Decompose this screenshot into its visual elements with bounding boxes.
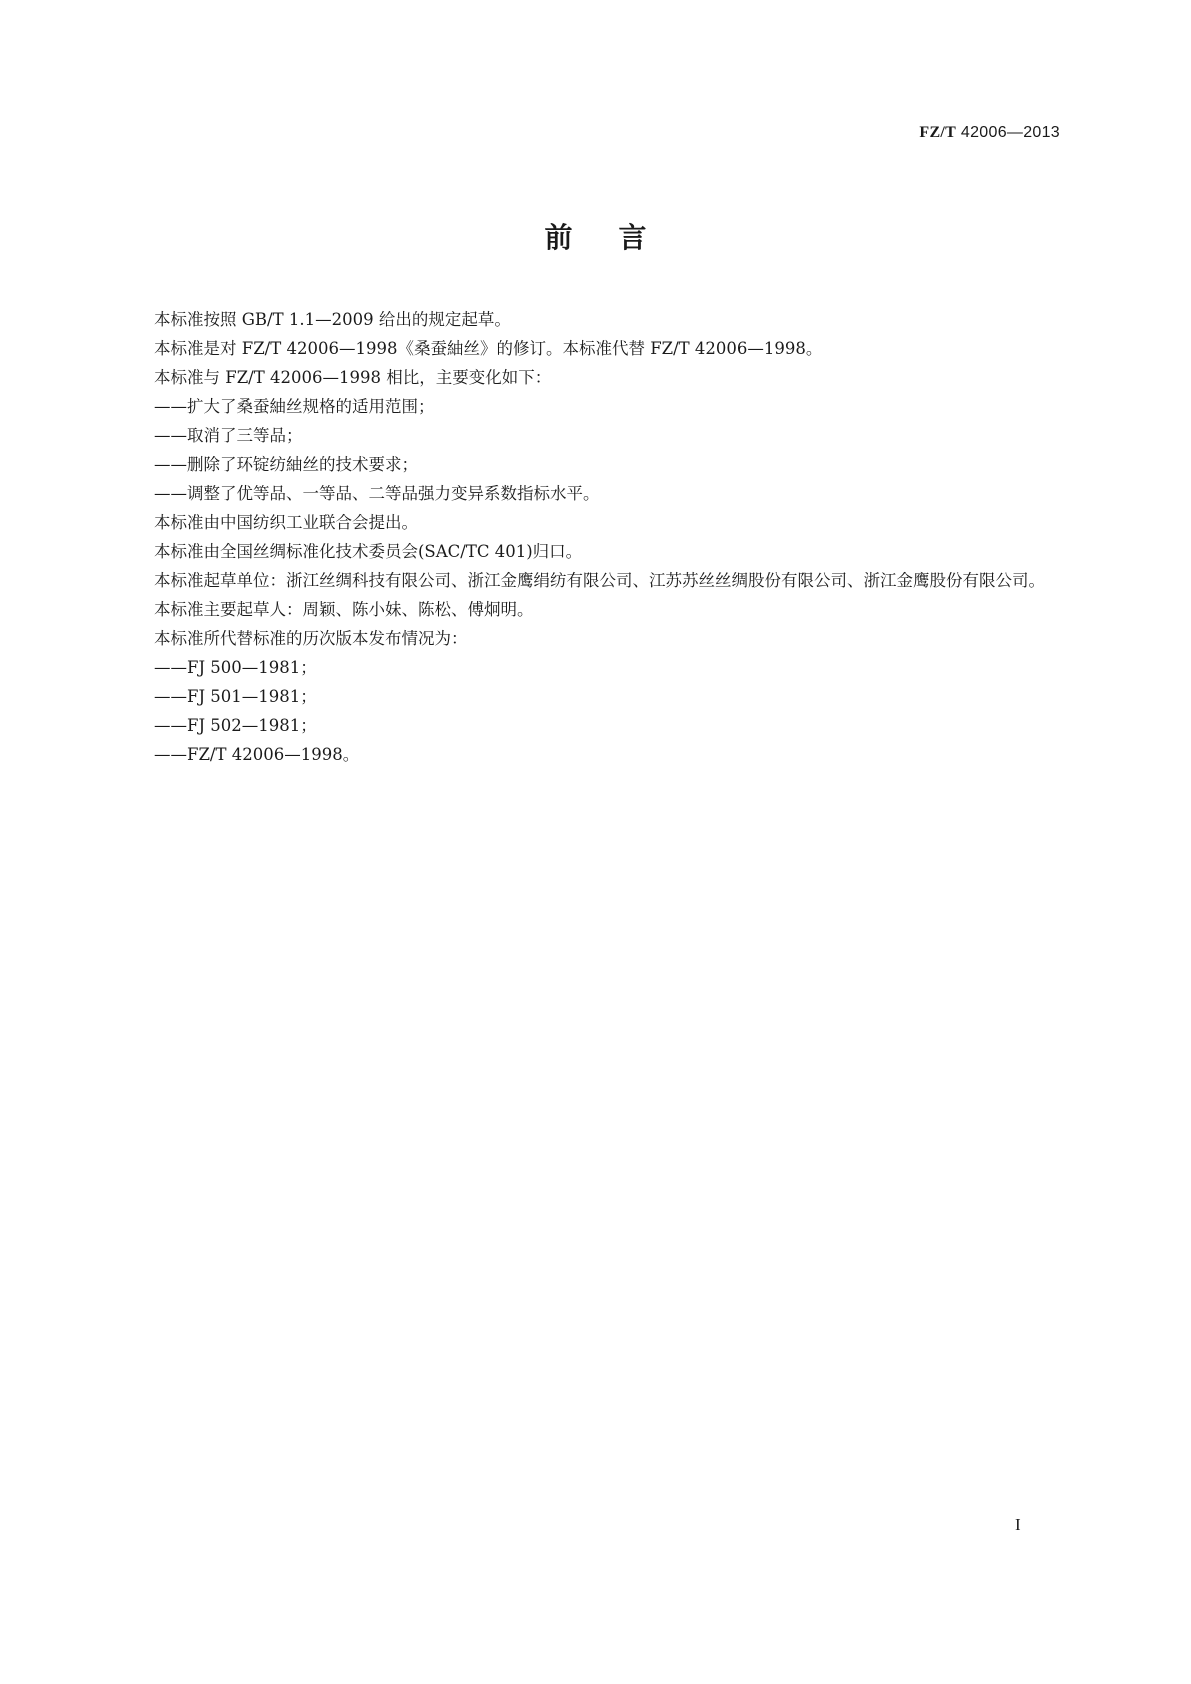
foreword-body [121, 305, 1061, 769]
paragraph-version-history: 本标准所代替标准的历次版本发布情况为： [154, 629, 468, 648]
change-item: ——取消了三等品； [154, 426, 303, 445]
paragraph-drafters: 本标准主要起草人：周颖、陈小妹、陈松、傅炯明。 [154, 600, 534, 619]
paragraph-changes-intro: 本标准与 FZ/T 42006—1998 相比，主要变化如下： [154, 368, 552, 387]
standard-code-number: 42006—2013 [956, 124, 1060, 141]
paragraph-committee: 本标准由全国丝绸标准化技术委员会(SAC/TC 401)归口。 [154, 542, 583, 561]
page-number: I [1015, 1515, 1021, 1534]
change-item: ——扩大了桑蚕紬丝规格的适用范围； [154, 397, 435, 416]
standard-code-prefix: FZ/T [919, 124, 957, 141]
change-item: ——删除了环锭纺紬丝的技术要求； [154, 455, 418, 474]
change-item: ——调整了优等品、一等品、二等品强力变异系数指标水平。 [154, 484, 600, 503]
page-title: 前言 [544, 221, 693, 254]
version-item: ——FJ 501—1981； [154, 687, 317, 706]
paragraph-drafting-rule: 本标准按照 GB/T 1.1—2009 给出的规定起草。 [154, 310, 511, 329]
version-item: ——FJ 502—1981； [154, 716, 317, 735]
paragraph-revision: 本标准是对 FZ/T 42006—1998《桑蚕紬丝》的修订。本标准代替 FZ/T 42006—1998。 [154, 339, 823, 358]
version-item: ——FZ/T 42006—1998。 [154, 745, 360, 764]
version-item: ——FJ 500—1981； [154, 658, 317, 677]
paragraph-proposer: 本标准由中国纺织工业联合会提出。 [154, 513, 418, 532]
paragraph-drafting-units: 本标准起草单位：浙江丝绸科技有限公司、浙江金鹰绢纺有限公司、江苏苏丝丝绸股份有限公司、浙江金鹰股份有限公司。 [154, 571, 1045, 590]
standard-code [919, 124, 1060, 142]
